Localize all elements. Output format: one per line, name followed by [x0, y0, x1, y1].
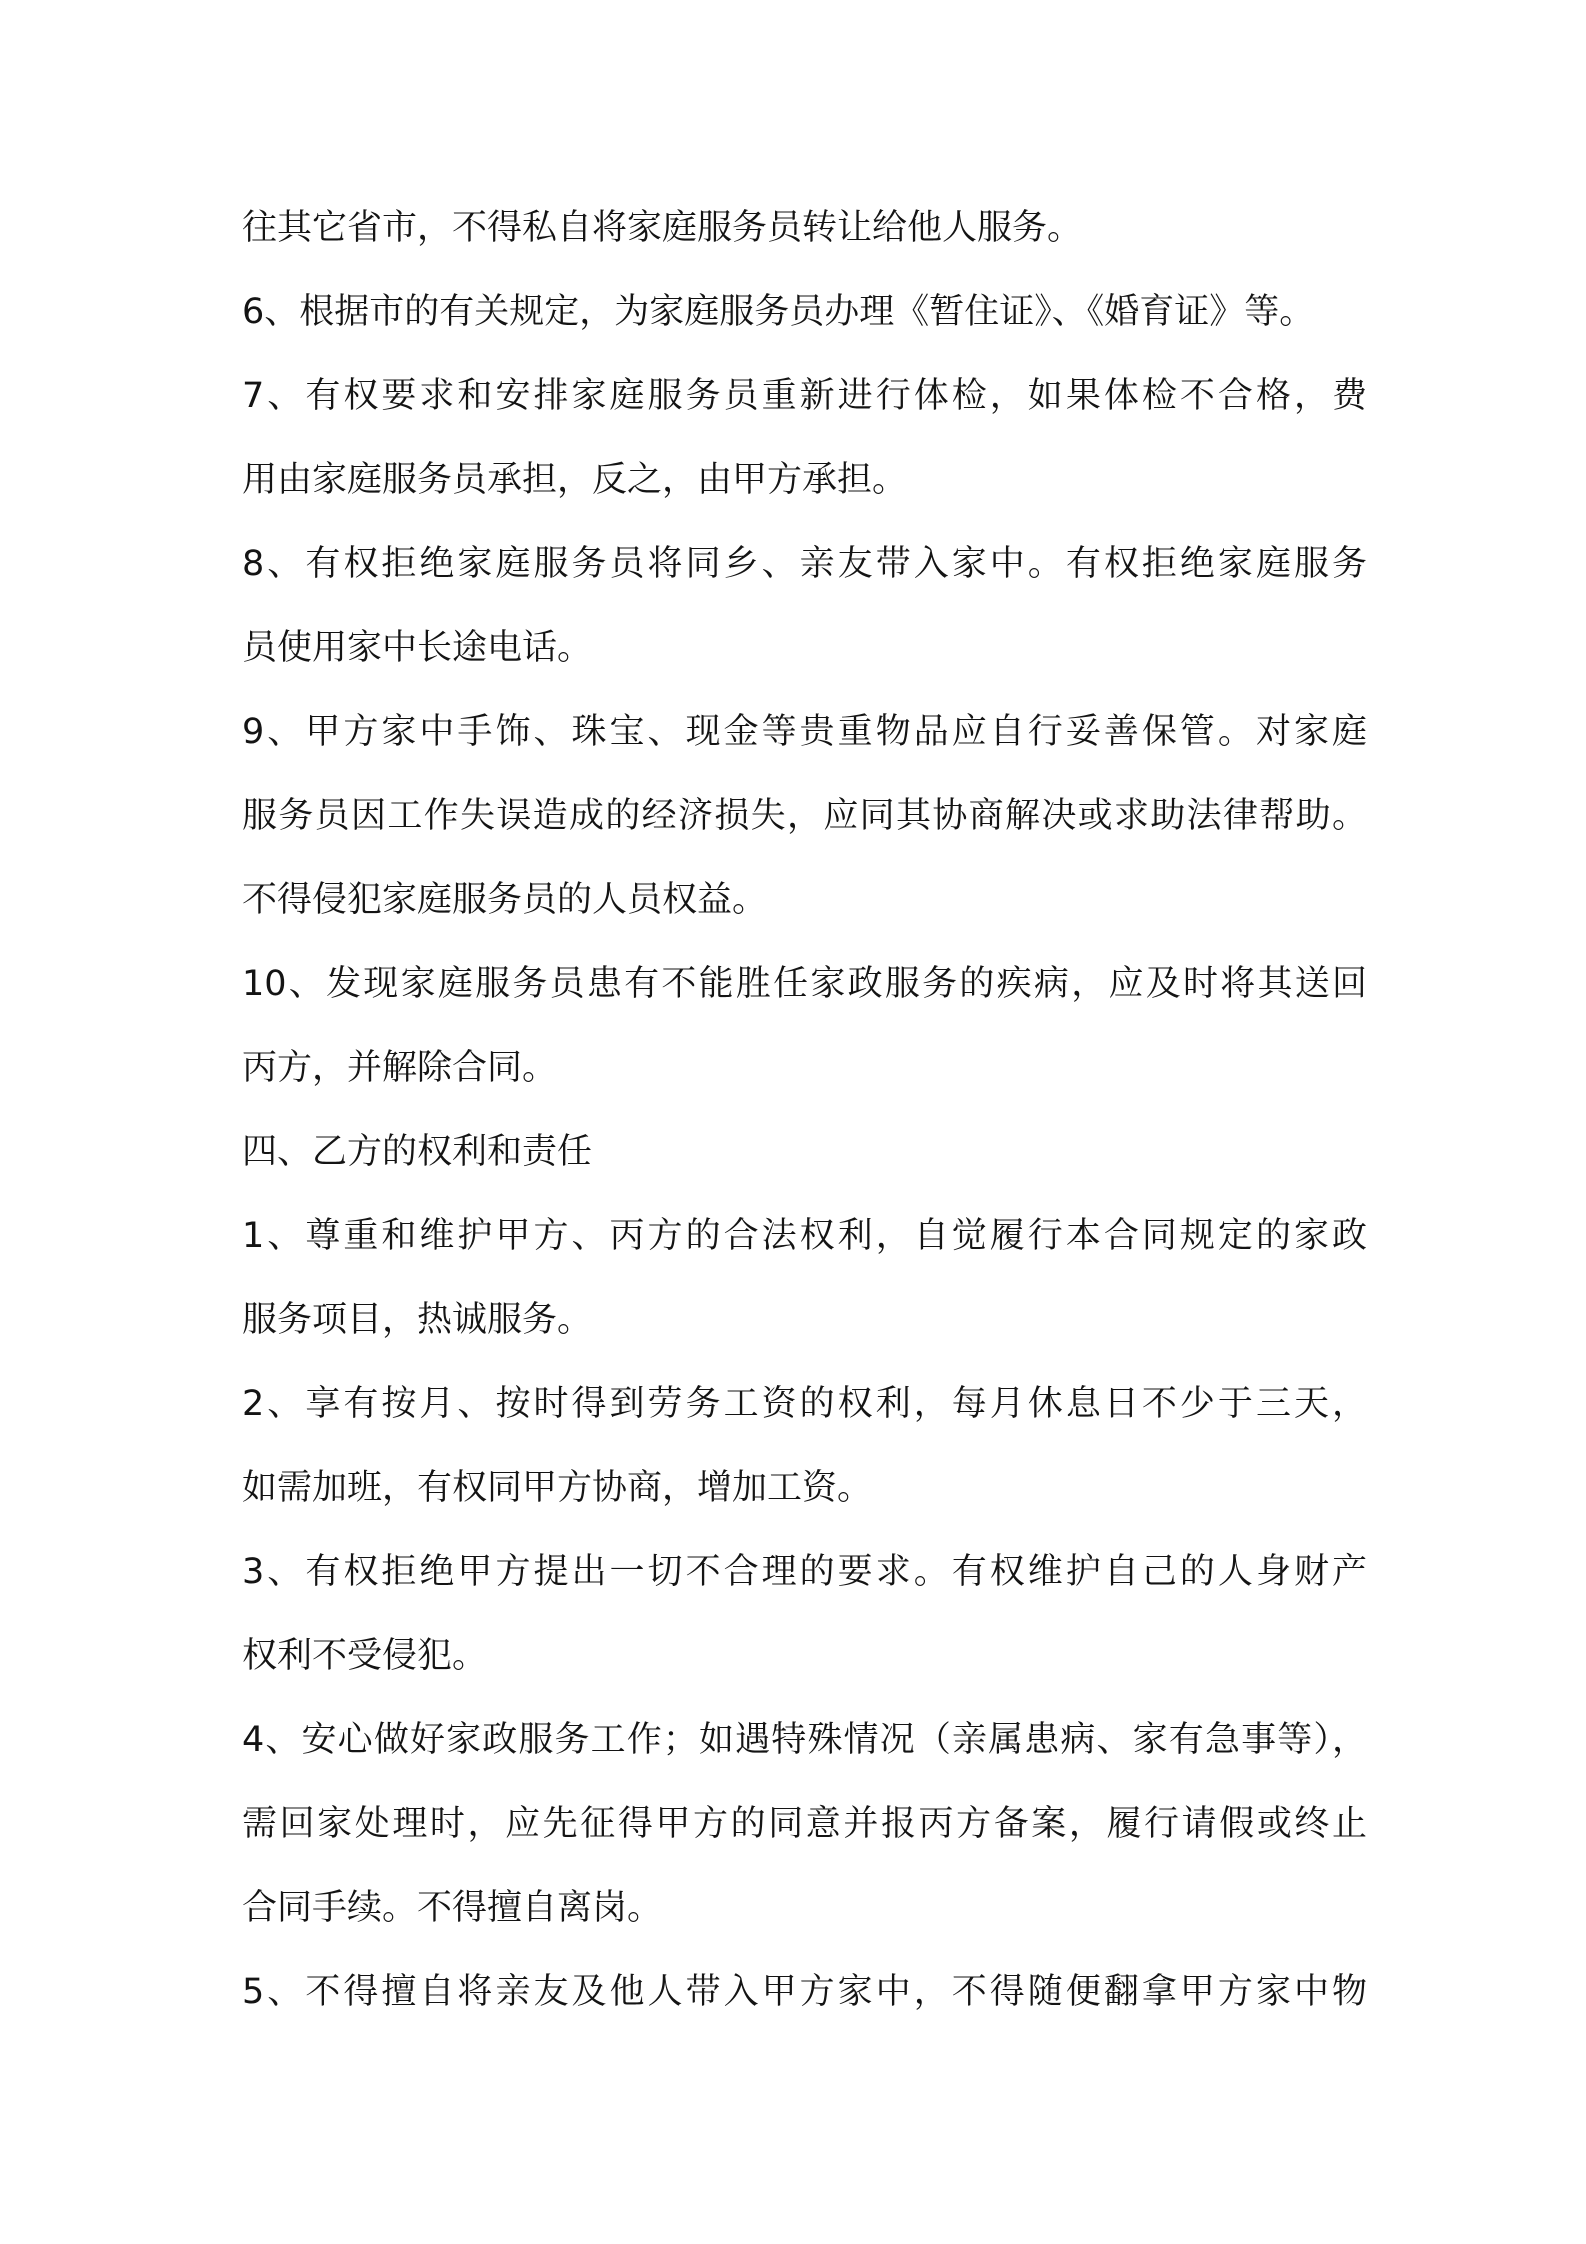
paragraph	[242, 1698, 1367, 1950]
paragraph	[242, 942, 1367, 1110]
paragraph-line: 2、享有按月、按时得到劳务工资的权利，每月休息日不少于三天，	[242, 1384, 1367, 1424]
paragraph-line: 不得侵犯家庭服务员的人员权益。	[242, 880, 768, 920]
document-body	[242, 186, 1367, 2034]
paragraph-line: 3、有权拒绝甲方提出一切不合理的要求。有权维护自己的人身财产	[242, 1552, 1367, 1592]
paragraph-line: 员使用家中长途电话。	[242, 628, 593, 668]
paragraph-line: 服务项目，热诚服务。	[242, 1300, 593, 1340]
paragraph-line: 用由家庭服务员承担，反之，由甲方承担。	[242, 460, 908, 500]
paragraph-line: 5、不得擅自将亲友及他人带入甲方家中，不得随便翻拿甲方家中物	[242, 1972, 1367, 2012]
paragraph	[242, 690, 1367, 942]
paragraph-line: 1、尊重和维护甲方、丙方的合法权利，自觉履行本合同规定的家政	[242, 1216, 1367, 1256]
paragraph	[242, 354, 1367, 522]
paragraph	[242, 186, 1367, 270]
paragraph	[242, 270, 1367, 354]
paragraph	[242, 1194, 1367, 1362]
paragraph	[242, 1950, 1367, 2034]
paragraph-line: 丙方，并解除合同。	[242, 1048, 558, 1088]
paragraph-line: 7、有权要求和安排家庭服务员重新进行体检，如果体检不合格，费	[242, 376, 1367, 416]
paragraph-line: 权利不受侵犯。	[242, 1636, 488, 1676]
paragraph-line: 8、有权拒绝家庭服务员将同乡、亲友带入家中。有权拒绝家庭服务	[242, 544, 1367, 584]
paragraph-line: 需回家处理时，应先征得甲方的同意并报丙方备案，履行请假或终止	[242, 1804, 1367, 1844]
paragraph-line: 如需加班，有权同甲方协商，增加工资。	[242, 1468, 873, 1508]
section-heading	[242, 1110, 1367, 1194]
paragraph-line: 9、甲方家中手饰、珠宝、现金等贵重物品应自行妥善保管。对家庭	[242, 712, 1367, 752]
paragraph-line: 服务员因工作失误造成的经济损失，应同其协商解决或求助法律帮助。	[242, 796, 1367, 836]
paragraph	[242, 522, 1367, 690]
paragraph-line: 合同手续。不得擅自离岗。	[242, 1888, 663, 1928]
paragraph	[242, 1530, 1367, 1698]
paragraph	[242, 1362, 1367, 1530]
section-heading-text: 四、乙方的权利和责任	[242, 1132, 593, 1172]
paragraph-line: 4、安心做好家政服务工作；如遇特殊情况（亲属患病、家有急事等），	[242, 1720, 1367, 1760]
paragraph-line: 往其它省市，不得私自将家庭服务员转让给他人服务。	[242, 208, 1083, 248]
paragraph-line: 6、根据市的有关规定，为家庭服务员办理《暂住证》、《婚育证》等。	[242, 292, 1315, 332]
paragraph-line: 10、发现家庭服务员患有不能胜任家政服务的疾病，应及时将其送回	[242, 964, 1367, 1004]
